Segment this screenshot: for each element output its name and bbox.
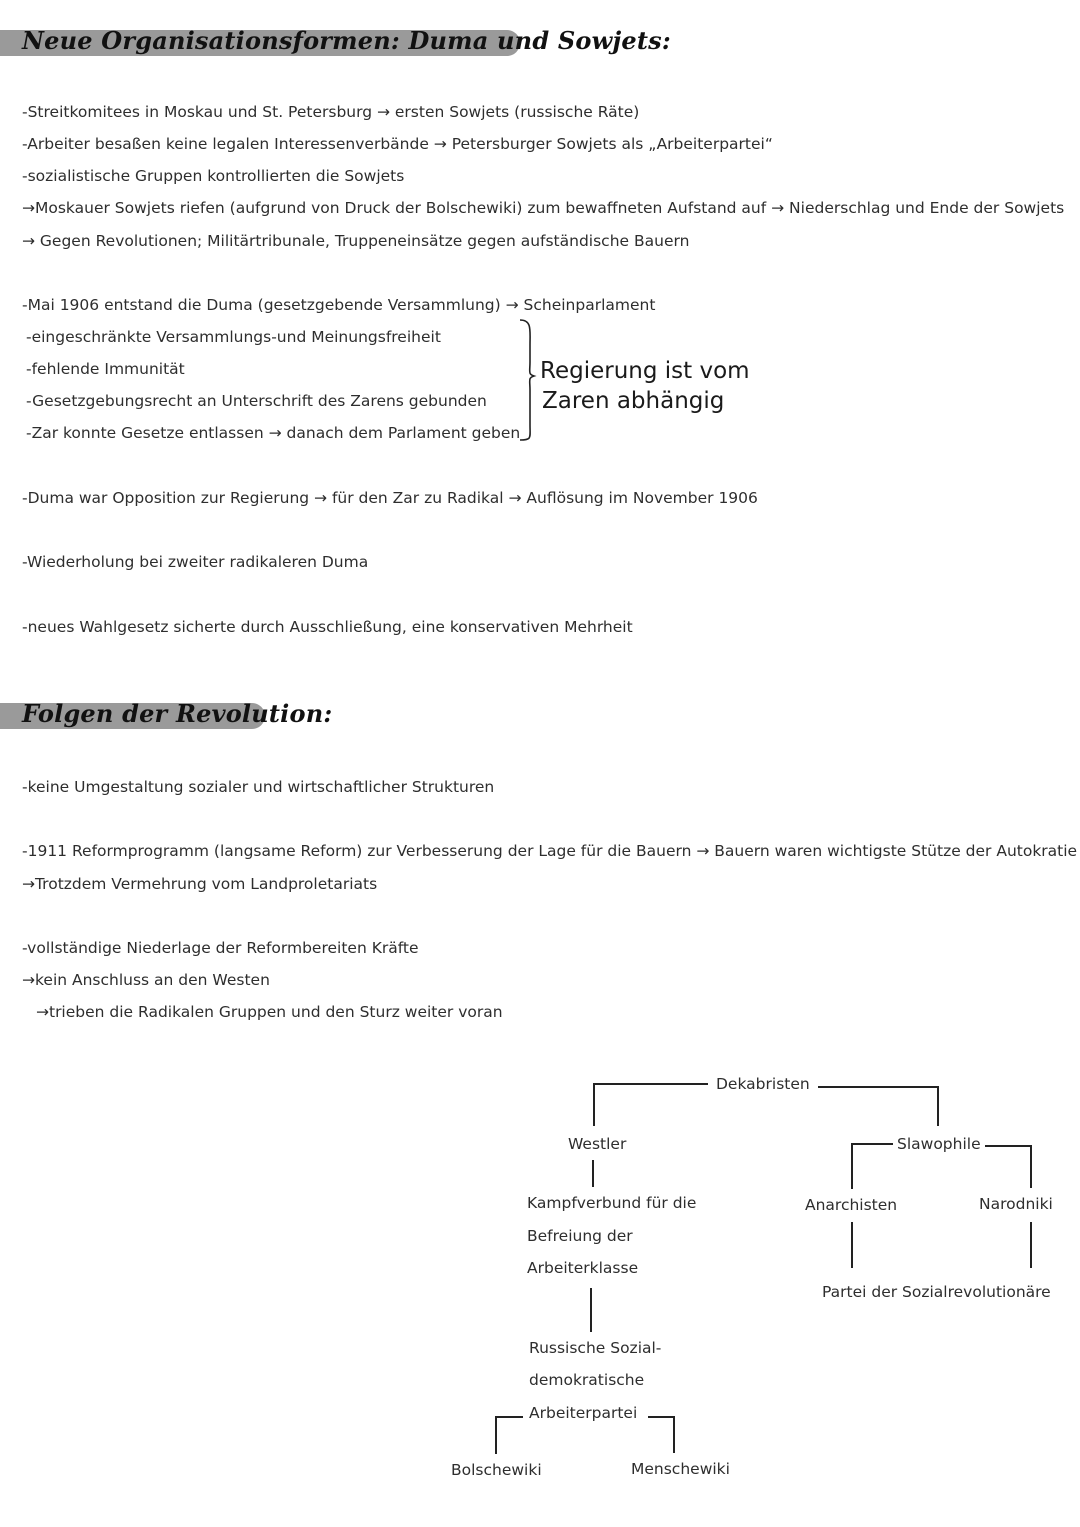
tree-node-kampfverbund-3: Arbeiterklasse xyxy=(523,1252,642,1284)
tree-node-russische-1: Russische Sozial- xyxy=(525,1332,665,1364)
text-line: -Gesetzgebungsrecht an Unterschrift des Zarens gebunden xyxy=(26,392,487,410)
text-line: -sozialistische Gruppen kontrollierten die Sowjets xyxy=(22,167,405,185)
text-line: -neues Wahlgesetz sicherte durch Ausschließung, eine konservativen Mehrheit xyxy=(22,618,633,636)
tree-node-partei: Partei der Sozialrevolutionäre xyxy=(818,1276,1055,1308)
text-line: -1911 Reformprogramm (langsame Reform) zur Verbesserung der Lage für die Bauern → Bauern waren wichtigste Stütze der Autokratie xyxy=(22,842,1078,860)
brace-note-line2: Zaren abhängig xyxy=(542,388,725,414)
text-line: → Gegen Revolutionen; Militärtribunale, Truppeneinsätze gegen aufständische Bauern xyxy=(22,232,690,250)
tree-node-kampfverbund-2: Befreiung der xyxy=(523,1220,637,1252)
tree-node-russische-3: Arbeiterpartei xyxy=(525,1397,641,1429)
text-line: →trieben die Radikalen Gruppen und den Sturz weiter voran xyxy=(36,1003,503,1021)
text-line: -Duma war Opposition zur Regierung → für den Zar zu Radikal → Auflösung im November 1906 xyxy=(22,489,758,507)
tree-node-westler: Westler xyxy=(564,1128,630,1160)
text-line: -keine Umgestaltung sozialer und wirtschaftlicher Strukturen xyxy=(22,778,495,796)
text-line: -Streitkomitees in Moskau und St. Petersburg → ersten Sowjets (russische Räte) xyxy=(22,103,640,121)
text-line: →kein Anschluss an den Westen xyxy=(22,971,270,989)
tree-node-anarchisten: Anarchisten xyxy=(801,1189,901,1221)
brace-note-line1: Regierung ist vom xyxy=(540,358,750,384)
text-line: -Wiederholung bei zweiter radikaleren Duma xyxy=(22,553,369,571)
text-line: →Moskauer Sowjets riefen (aufgrund von Druck der Bolschewiki) zum bewaffneten Aufstand auf → Niederschlag und Ende der Sowjets xyxy=(22,199,1065,217)
section2-title: Folgen der Revolution: xyxy=(22,699,333,728)
text-line: -Zar konnte Gesetze entlassen → danach dem Parlament geben xyxy=(26,424,521,442)
text-line: →Trotzdem Vermehrung vom Landproletariats xyxy=(22,875,378,893)
text-line: -Mai 1906 entstand die Duma (gesetzgebende Versammlung) → Scheinparlament xyxy=(22,296,656,314)
section1-title: Neue Organisationsformen: Duma und Sowjets: xyxy=(22,26,671,55)
tree-node-dekabristen: Dekabristen xyxy=(712,1068,814,1100)
section2-heading-bar xyxy=(0,699,333,729)
text-line: -fehlende Immunität xyxy=(26,360,185,378)
text-line: -Arbeiter besaßen keine legalen Interessenverbände → Petersburger Sowjets als „Arbeiterpartei“ xyxy=(22,135,773,153)
tree-node-menschewiki: Menschewiki xyxy=(627,1453,734,1485)
tree-node-bolschewiki: Bolschewiki xyxy=(447,1454,546,1486)
text-line: -vollständige Niederlage der Reformbereiten Kräfte xyxy=(22,939,419,957)
section1-heading-bar xyxy=(0,26,671,56)
tree-node-slawophile: Slawophile xyxy=(893,1128,985,1160)
text-line: -eingeschränkte Versammlungs-und Meinungsfreiheit xyxy=(26,328,441,346)
tree-node-narodniki: Narodniki xyxy=(975,1188,1057,1220)
tree-node-russische-2: demokratische xyxy=(525,1364,648,1396)
tree-node-kampfverbund-1: Kampfverbund für die xyxy=(523,1187,700,1219)
